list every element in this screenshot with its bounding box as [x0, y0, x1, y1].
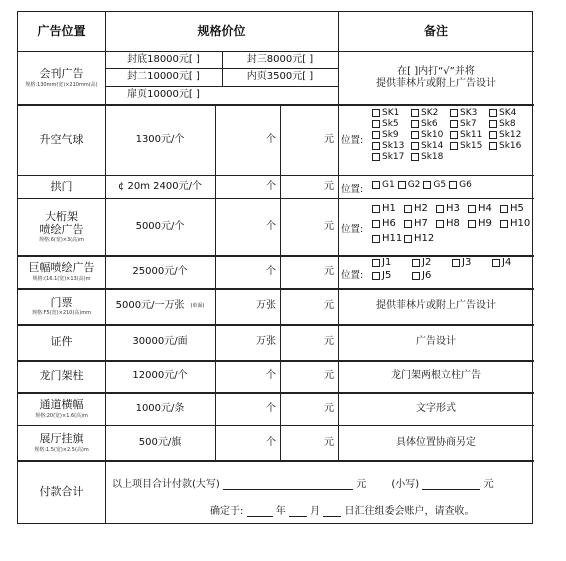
- checkbox-icon[interactable]: [412, 272, 420, 280]
- banner-label: 巨幅喷绘广告: [28, 261, 95, 275]
- position-label: Sk8: [499, 119, 516, 129]
- frame-pos-label: 位置:: [341, 224, 364, 235]
- position-label: J1: [382, 257, 392, 268]
- checkbox-icon[interactable]: [489, 142, 497, 150]
- header-position: 广告位置: [37, 24, 86, 39]
- position-label: H7: [414, 218, 428, 229]
- col-divider: [105, 460, 106, 524]
- magazine-option[interactable]: 封底18000元[ ]: [127, 53, 200, 65]
- checkbox-icon[interactable]: [489, 109, 497, 117]
- position-label: J5: [382, 270, 392, 281]
- flag-label: 展厅挂旗: [39, 432, 84, 446]
- total-line1-small: (小写): [391, 479, 420, 490]
- checkbox-icon[interactable]: [411, 109, 419, 117]
- frame-label-cell: [18, 198, 105, 255]
- aisle-label-cell: [18, 392, 105, 425]
- total-line1-yuan2: 元: [483, 479, 494, 490]
- position-label: J6: [422, 270, 432, 281]
- position-option[interactable]: [404, 203, 436, 214]
- amount-uppercase-field[interactable]: [223, 478, 353, 490]
- position-label: H6: [382, 218, 396, 229]
- header-note: 备注: [423, 24, 448, 39]
- position-option[interactable]: [489, 119, 528, 129]
- checkbox-icon[interactable]: [411, 142, 419, 150]
- arch-unit: 个: [266, 180, 276, 192]
- checkbox-icon[interactable]: [492, 259, 500, 267]
- arch-price: ¢ 20m 2400元/个: [117, 180, 202, 192]
- balloon-unit: 个: [266, 133, 276, 145]
- aisle-label: 通道横幅: [39, 398, 84, 412]
- position-label: SK2: [421, 108, 439, 118]
- checkbox-icon[interactable]: [372, 259, 380, 267]
- ticket-price-cell: [105, 288, 215, 324]
- checkbox-icon[interactable]: [411, 153, 419, 161]
- checkbox-icon[interactable]: [468, 220, 476, 228]
- checkbox-icon[interactable]: [372, 205, 380, 213]
- position-label: H9: [478, 218, 492, 229]
- position-option[interactable]: [423, 180, 446, 190]
- badge-unit: 万张: [256, 336, 276, 347]
- checkbox-icon[interactable]: [404, 235, 412, 243]
- total-line2-prefix: 确定于:: [210, 506, 244, 517]
- checkbox-icon[interactable]: [372, 272, 380, 280]
- arch-label: 拱门: [50, 179, 73, 193]
- frame-label-line2: 喷绘广告: [39, 223, 84, 236]
- aisle-unit: 个: [266, 402, 276, 414]
- position-option[interactable]: [404, 233, 436, 244]
- position-option[interactable]: [492, 257, 532, 268]
- position-label: H1: [382, 203, 396, 214]
- position-option[interactable]: [372, 270, 412, 281]
- position-label: Sk9: [382, 130, 399, 140]
- position-label: G6: [459, 180, 472, 190]
- position-label: H4: [478, 203, 492, 214]
- position-label: H2: [414, 203, 428, 214]
- position-label: H8: [446, 218, 460, 229]
- ticket-label-cell: [18, 288, 105, 324]
- checkbox-icon[interactable]: [450, 120, 458, 128]
- ticket-price-note: (单面): [190, 303, 205, 309]
- total-line1-yuan: 元: [356, 479, 367, 490]
- checkbox-icon[interactable]: [450, 142, 458, 150]
- banner-price: 25000元/个: [132, 265, 188, 277]
- position-label: Sk18: [421, 152, 444, 162]
- position-label: SK3: [460, 108, 478, 118]
- total-line2: [210, 502, 475, 517]
- balloon-price: 1300元/个: [135, 133, 185, 145]
- checkbox-icon[interactable]: [372, 181, 380, 189]
- frame-spec: 规格:6(宽)×3(高)m: [39, 237, 84, 244]
- flag-yuan: 元: [324, 436, 334, 448]
- aisle-yuan: 元: [324, 402, 334, 414]
- checkbox-icon[interactable]: [489, 120, 497, 128]
- position-label: SK1: [382, 108, 400, 118]
- ticket-label: 门票: [50, 295, 73, 309]
- banner-label-cell: [18, 255, 105, 288]
- badge-label: 证件: [50, 335, 73, 349]
- position-option[interactable]: [468, 203, 500, 214]
- position-option[interactable]: [500, 203, 532, 214]
- position-label: J2: [422, 257, 432, 268]
- position-label: Sk15: [460, 141, 483, 151]
- pillar-yuan: 元: [324, 370, 334, 381]
- arch-positions: [372, 180, 472, 190]
- checkbox-icon[interactable]: [372, 220, 380, 228]
- position-label: H11: [382, 233, 403, 244]
- position-label: J4: [502, 257, 512, 268]
- position-label: Sk12: [499, 130, 522, 140]
- position-option[interactable]: [372, 203, 404, 214]
- balloon-pos-label: 位置:: [341, 135, 364, 146]
- badge-yuan: 元: [324, 336, 334, 347]
- position-option[interactable]: [372, 108, 411, 118]
- position-option[interactable]: [372, 152, 411, 162]
- pillar-unit: 个: [266, 370, 276, 381]
- banner-unit: 个: [266, 265, 276, 277]
- position-option[interactable]: [372, 130, 411, 140]
- position-option[interactable]: [372, 141, 411, 151]
- position-label: G5: [433, 180, 447, 190]
- checkbox-icon[interactable]: [372, 142, 380, 150]
- magazine-option[interactable]: 扉页10000元[ ]: [127, 89, 200, 100]
- pillar-label: 龙门架柱: [39, 369, 84, 383]
- position-label: Sk16: [499, 141, 522, 151]
- position-label: Sk7: [460, 119, 477, 129]
- position-option[interactable]: [450, 130, 489, 140]
- checkbox-icon[interactable]: [412, 259, 420, 267]
- checkbox-icon[interactable]: [452, 259, 460, 267]
- checkbox-icon[interactable]: [404, 205, 412, 213]
- balloon-label: 升空气球: [39, 132, 84, 146]
- position-option[interactable]: [450, 141, 489, 151]
- position-option[interactable]: [411, 141, 450, 151]
- checkbox-icon[interactable]: [372, 235, 380, 243]
- magazine-note-line1: 在[ ]内打“√”并将: [397, 65, 475, 77]
- checkbox-icon[interactable]: [436, 205, 444, 213]
- position-option[interactable]: [412, 270, 452, 281]
- header-price: 规格价位: [197, 24, 246, 39]
- ticket-yuan: 元: [324, 300, 334, 311]
- balloon-positions: [372, 108, 528, 162]
- frame-label-line1: 大桁架: [45, 209, 78, 223]
- checkbox-icon[interactable]: [404, 220, 412, 228]
- magazine-option[interactable]: 封三8000元[ ]: [246, 53, 314, 65]
- position-label: Sk11: [460, 130, 483, 140]
- position-option[interactable]: [449, 180, 472, 190]
- banner-spec: 规格:(16.1(宽)×13(高)m: [32, 275, 91, 282]
- position-option[interactable]: [372, 233, 404, 244]
- magazine-note: [338, 51, 534, 104]
- position-option[interactable]: [412, 257, 452, 268]
- pillar-price: 12000元/个: [132, 370, 188, 381]
- position-option[interactable]: [450, 119, 489, 129]
- position-option[interactable]: [489, 108, 528, 118]
- position-option[interactable]: [372, 119, 411, 129]
- position-label: Sk5: [382, 119, 399, 129]
- frame-price: 5000元/个: [135, 220, 185, 232]
- arch-yuan: 元: [324, 180, 334, 192]
- banner-positions: [372, 257, 532, 281]
- checkbox-icon[interactable]: [450, 109, 458, 117]
- checkbox-icon[interactable]: [449, 181, 457, 189]
- checkbox-icon[interactable]: [436, 220, 444, 228]
- total-line2-month: 月: [310, 506, 321, 517]
- checkbox-icon[interactable]: [411, 120, 419, 128]
- year-field[interactable]: [247, 505, 273, 517]
- badge-price: 30000元/面: [132, 336, 188, 347]
- checkbox-icon[interactable]: [372, 109, 380, 117]
- ticket-note: 提供菲林片或附上广告设计: [376, 300, 496, 311]
- position-label: Sk6: [421, 119, 438, 129]
- position-option[interactable]: [489, 130, 528, 140]
- position-label: Sk17: [382, 152, 405, 162]
- magazine-option[interactable]: 内页3500元[ ]: [246, 71, 314, 82]
- checkbox-icon[interactable]: [398, 181, 406, 189]
- flag-note: 具体位置协商另定: [396, 436, 476, 448]
- position-option[interactable]: [372, 218, 404, 229]
- checkbox-icon[interactable]: [372, 120, 380, 128]
- checkbox-icon[interactable]: [411, 131, 419, 139]
- position-option[interactable]: [452, 257, 492, 268]
- ad-booking-form: [17, 11, 533, 524]
- position-option[interactable]: [372, 180, 395, 190]
- magazine-note-line2: 提供菲林片或附上广告设计: [376, 77, 496, 89]
- magazine-option[interactable]: 封二10000元[ ]: [127, 71, 200, 82]
- position-label: H12: [414, 233, 435, 244]
- magazine-label-cell: [18, 51, 105, 104]
- position-option[interactable]: [436, 218, 468, 229]
- position-label: H3: [446, 203, 460, 214]
- checkbox-icon[interactable]: [500, 220, 508, 228]
- total-line1-prefix: 以上项目合计付款(大写): [112, 479, 220, 490]
- position-option[interactable]: [411, 130, 450, 140]
- position-option[interactable]: [468, 218, 500, 229]
- position-label: H5: [510, 203, 524, 214]
- position-label: SK4: [499, 108, 517, 118]
- position-option[interactable]: [372, 257, 412, 268]
- flag-label-cell: [18, 425, 105, 460]
- position-label: Sk14: [421, 141, 444, 151]
- badge-note: 广告设计: [416, 336, 456, 347]
- total-line2-year: 年: [275, 506, 286, 517]
- pillar-note: 龙门架两根立柱广告: [391, 370, 481, 381]
- banner-yuan: 元: [324, 265, 334, 277]
- flag-spec: 规格:1.5(宽)×2.5(高)m: [34, 446, 89, 453]
- frame-positions: [372, 203, 532, 244]
- frame-yuan: 元: [324, 220, 334, 232]
- total-line1: [112, 475, 494, 490]
- checkbox-icon[interactable]: [489, 131, 497, 139]
- position-option[interactable]: [489, 141, 528, 151]
- total-line2-suffix: 日汇往组委会账户，请查收。: [344, 506, 475, 517]
- position-label: H10: [510, 218, 531, 229]
- position-option[interactable]: [411, 108, 450, 118]
- banner-pos-label: 位置:: [341, 270, 364, 281]
- ticket-spec: 规格:F5(宽)×210(高)mm: [31, 310, 92, 317]
- ticket-price: 5000元/一万张: [115, 300, 185, 311]
- position-label: Sk13: [382, 141, 405, 151]
- frame-unit: 个: [266, 220, 276, 232]
- balloon-yuan: 元: [324, 133, 334, 145]
- position-option[interactable]: [404, 218, 436, 229]
- checkbox-icon[interactable]: [500, 205, 508, 213]
- flag-unit: 个: [266, 436, 276, 448]
- position-option[interactable]: [500, 218, 532, 229]
- day-field[interactable]: [323, 505, 341, 517]
- checkbox-icon[interactable]: [372, 153, 380, 161]
- arch-pos-label: 位置:: [341, 184, 364, 195]
- amount-lowercase-field[interactable]: [422, 478, 480, 490]
- position-label: J3: [462, 257, 472, 268]
- checkbox-icon[interactable]: [372, 131, 380, 139]
- position-option[interactable]: [450, 108, 489, 118]
- total-label: 付款合计: [39, 485, 84, 499]
- magazine-spec: 规格:130mm(宽)×210mm(高): [25, 81, 98, 88]
- checkbox-icon[interactable]: [423, 181, 431, 189]
- magazine-label: 会刊广告: [39, 67, 84, 81]
- position-label: G2: [407, 180, 421, 190]
- position-label: G1: [382, 180, 395, 190]
- aisle-spec: 规格:20(宽)×1.6(高)m: [35, 412, 88, 419]
- position-option[interactable]: [436, 203, 468, 214]
- checkbox-icon[interactable]: [468, 205, 476, 213]
- position-option[interactable]: [411, 119, 450, 129]
- flag-price: 500元/旗: [138, 436, 182, 448]
- ticket-unit: 万张: [256, 300, 276, 311]
- aisle-note: 文字形式: [416, 402, 456, 414]
- aisle-price: 1000元/条: [135, 402, 185, 414]
- month-field[interactable]: [289, 505, 307, 517]
- position-option[interactable]: [398, 180, 421, 190]
- position-option[interactable]: [411, 152, 450, 162]
- position-label: Sk10: [421, 130, 444, 140]
- checkbox-icon[interactable]: [450, 131, 458, 139]
